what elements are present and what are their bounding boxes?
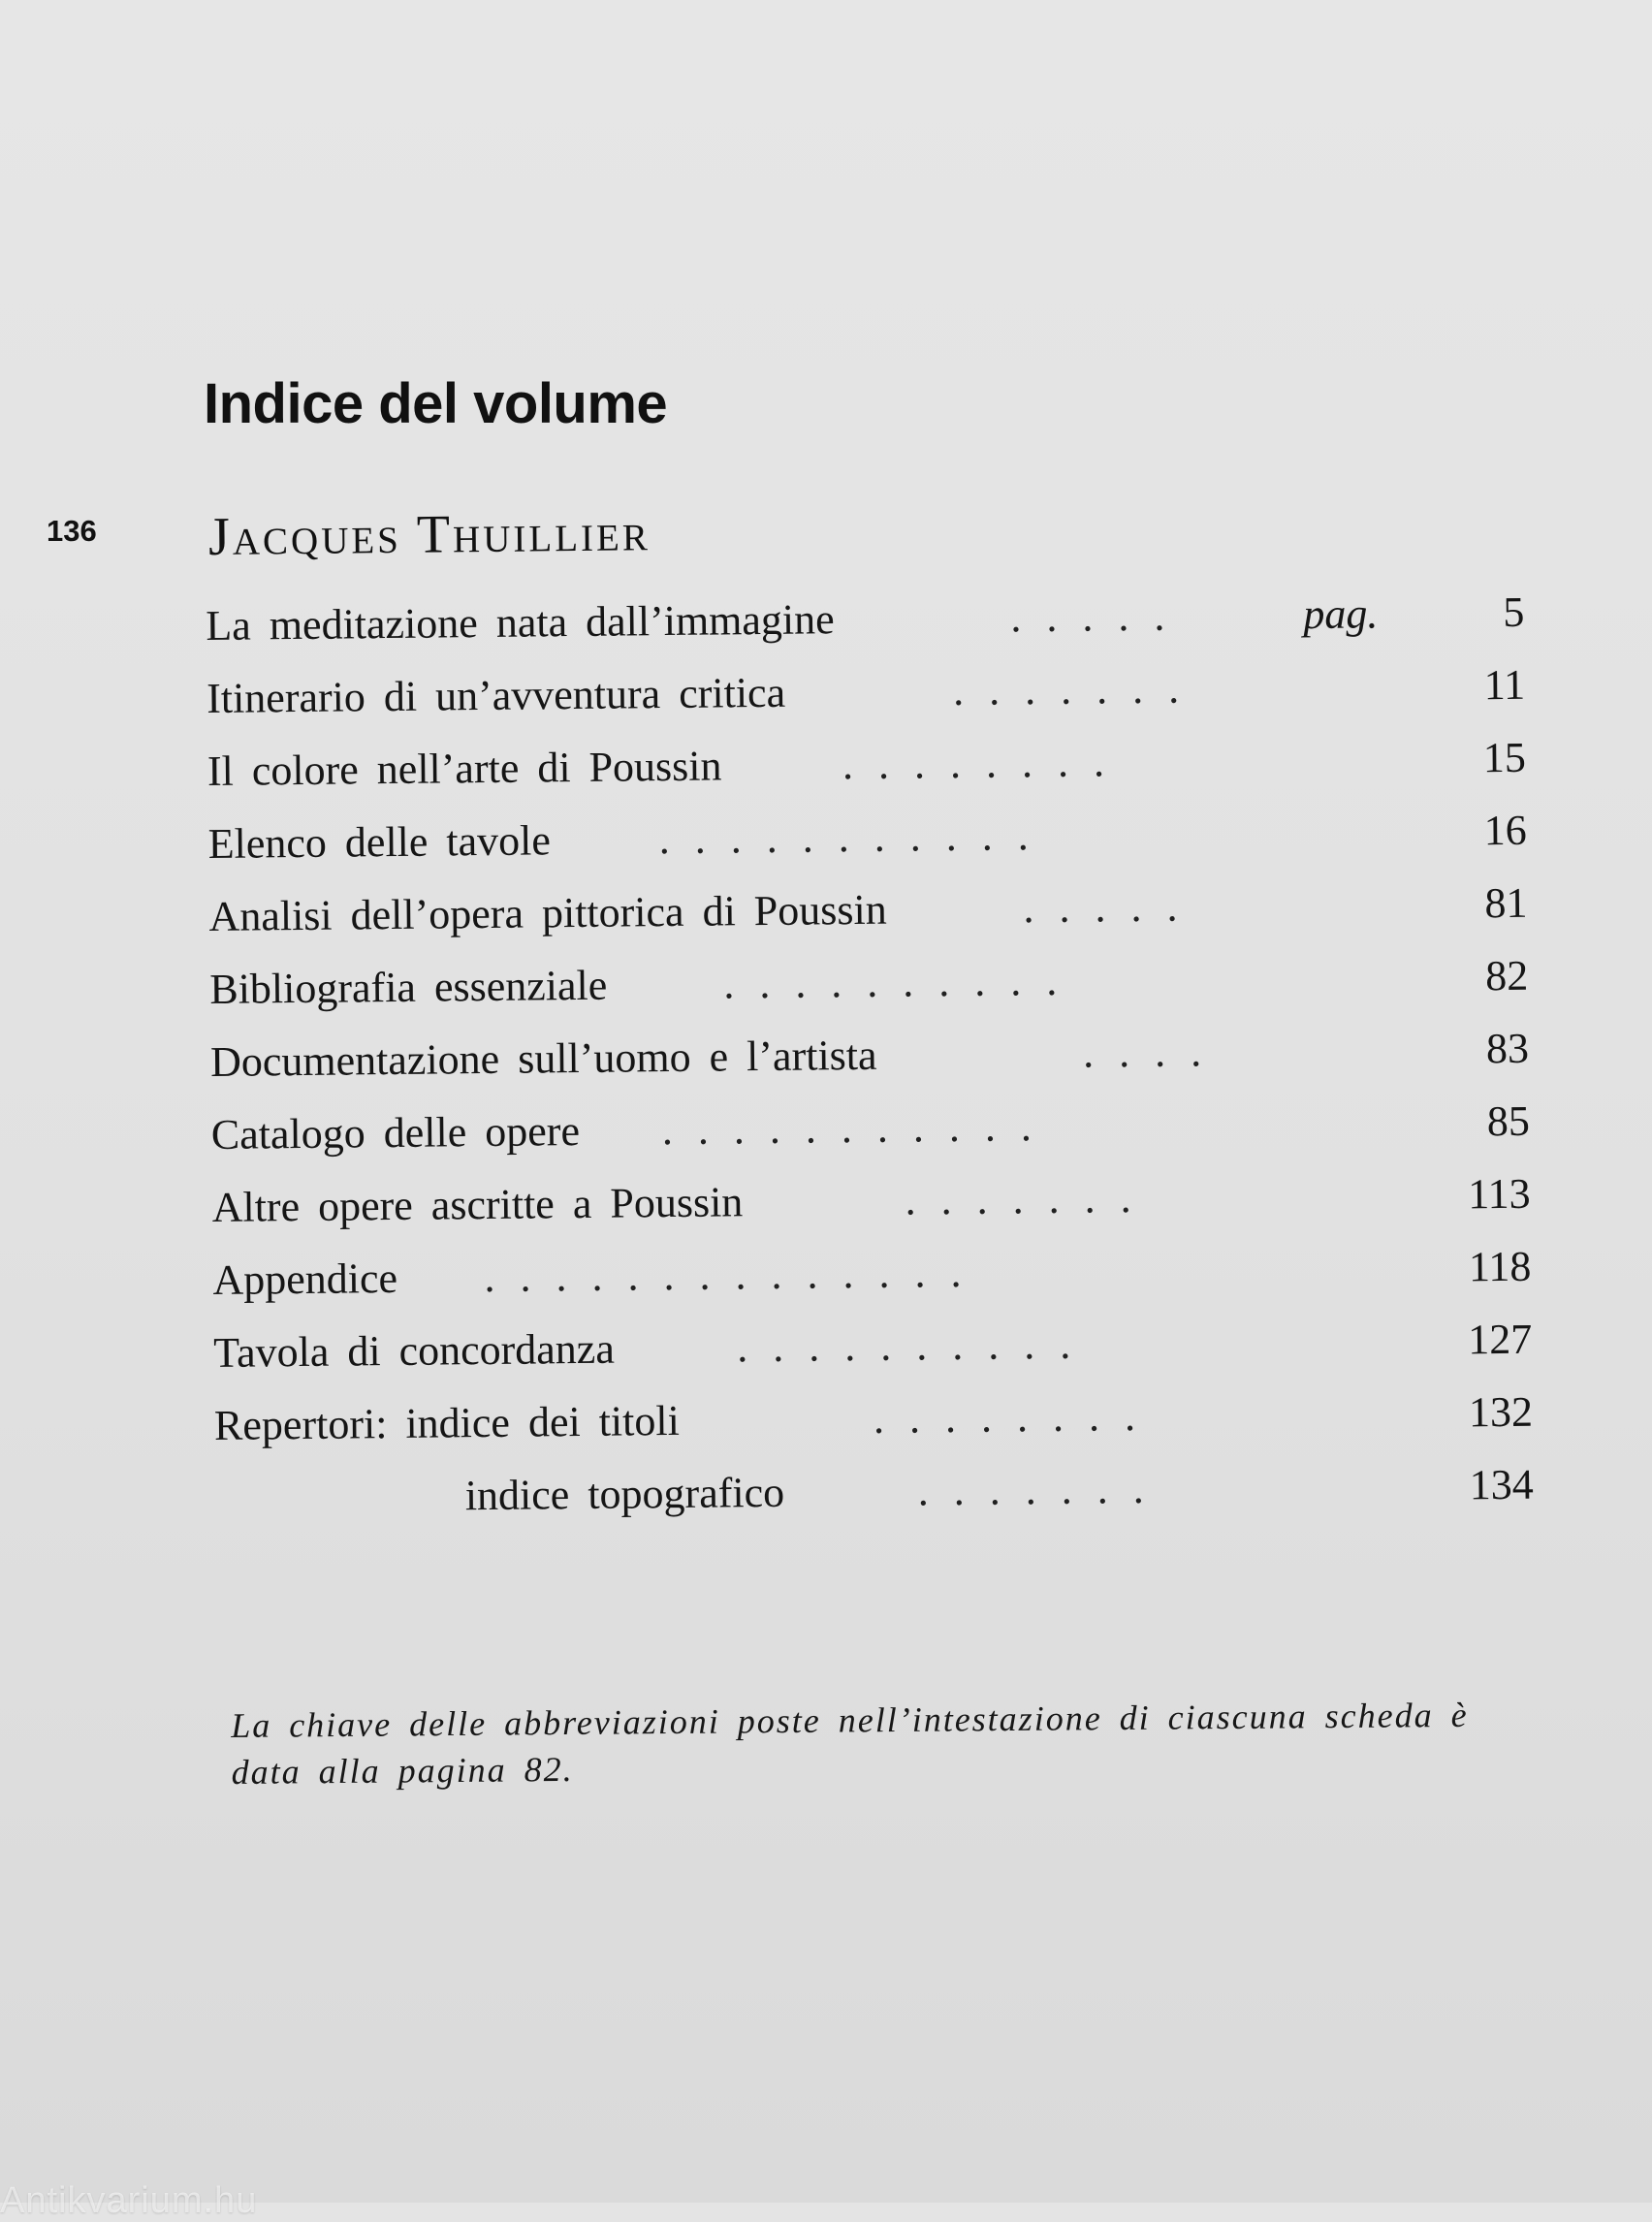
leader-dots: ........	[842, 738, 1130, 789]
toc-entry	[214, 1376, 1534, 1462]
toc-entry-label-text: indice dei titoli	[405, 1396, 681, 1447]
toc-entry-page: 16	[1483, 806, 1527, 855]
watermark: Antikvarium.hu	[0, 2180, 258, 2221]
toc-entry-label: Catalogo delle opere	[210, 1106, 581, 1159]
page-number: 136	[47, 514, 97, 548]
leader-dots: ..........	[723, 956, 1083, 1008]
toc-entry-label: Itinerario di un’avventura critica	[206, 668, 786, 722]
toc-entry-page: 85	[1486, 1096, 1531, 1146]
toc-entry-page: 134	[1469, 1460, 1534, 1509]
toc-entry	[211, 1158, 1531, 1244]
toc-entry-label: Analisi dell’opera pittorica di Poussin	[208, 885, 887, 940]
page-abbreviation: pag.	[1303, 589, 1379, 639]
leader-dots: .......	[917, 1464, 1170, 1515]
leader-dots: ...........	[658, 810, 1054, 864]
toc-entry	[208, 867, 1528, 953]
toc-entry-label: Altre opere ascritte a Poussin	[211, 1178, 744, 1231]
toc-entry-label: indice topografico	[464, 1468, 785, 1520]
toc-entry-page: 15	[1482, 733, 1527, 782]
author-name: Jacques Thuillier	[207, 502, 651, 567]
toc-entry-page: 82	[1484, 951, 1529, 1000]
toc-entry-label: Tavola di concordanza	[212, 1324, 616, 1377]
toc-entry	[210, 1085, 1530, 1171]
leader-dots: .....	[1010, 591, 1191, 642]
toc-entry-page: 118	[1468, 1242, 1532, 1291]
toc-entry-label: Il colore nell’arte di Poussin	[206, 742, 722, 795]
leader-dots: .......	[905, 1173, 1157, 1224]
toc-entry-page: 127	[1467, 1315, 1533, 1364]
toc-entry	[207, 794, 1527, 880]
toc-entry	[207, 721, 1527, 808]
toc-entry-label: Bibliografia essenziale	[209, 961, 608, 1013]
toc-entry-page: 132	[1468, 1387, 1534, 1437]
toc-entry	[210, 1012, 1530, 1098]
toc-entry-label: Elenco delle tavole	[207, 816, 552, 868]
toc-entry-label: La meditazione nata dall’immagine	[206, 595, 835, 650]
toc-entry-label	[214, 1384, 681, 1462]
toc-entry-page: 81	[1484, 878, 1528, 928]
toc-entry	[206, 576, 1525, 662]
toc-entry-page: 5	[1503, 587, 1525, 636]
toc-entry	[206, 649, 1526, 735]
toc-entry-page: 83	[1485, 1024, 1530, 1073]
table-of-contents	[206, 576, 1534, 1535]
toc-entry-page: 11	[1483, 660, 1526, 710]
leader-dots: ...........	[661, 1101, 1058, 1155]
toc-entry-prefix: Repertori:	[213, 1400, 388, 1449]
leader-dots: ..........	[736, 1319, 1096, 1372]
leader-dots: ..............	[484, 1248, 987, 1302]
toc-entry-label: Appendice	[212, 1254, 398, 1304]
toc-entry-label: Documentazione sull’uomo e l’artista	[209, 1031, 877, 1086]
toc-entry	[209, 939, 1529, 1026]
leader-dots: .......	[952, 664, 1205, 714]
leader-dots: .....	[1023, 882, 1203, 933]
toc-entry	[212, 1230, 1532, 1317]
leader-dots: ........	[873, 1391, 1161, 1443]
toc-entry-page: 113	[1467, 1169, 1531, 1219]
page-title: Indice del volume	[204, 372, 668, 435]
leader-dots: ....	[1082, 1028, 1227, 1077]
toc-entry	[213, 1303, 1533, 1389]
toc-entry	[214, 1448, 1534, 1535]
abbreviation-note: La chiave delle abbreviazioni poste nell’intestazione di ciascuna scheda è data alla pagina 82.	[231, 1695, 1469, 1792]
